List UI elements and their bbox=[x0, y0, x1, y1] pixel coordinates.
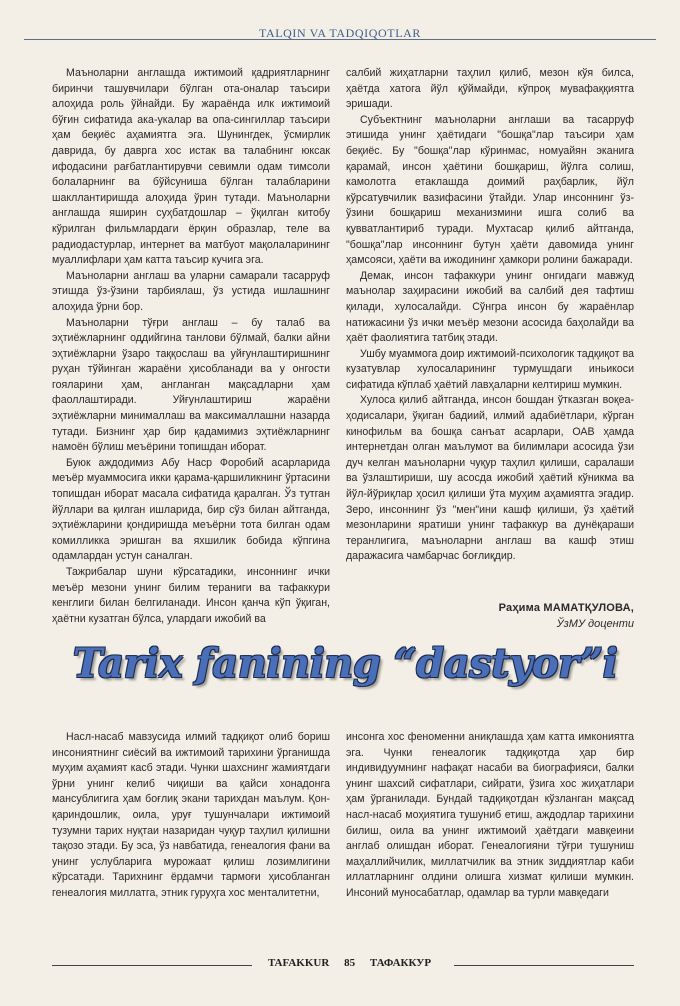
article1-column-right bbox=[346, 66, 634, 565]
footer-magazine-latin: TAFAKKUR bbox=[268, 957, 330, 969]
paragraph: Буюк аждодимиз Абу Наср Форобий асарларида меъёр муаммосига икки қарама-қаршиликнинг ўртасини топишдан иборат масала сифатида қаралган. Ўз тутган йўллари ва қилган ишларида, бир сўз билан айтганда, эҳтиёжларини қондиришда меъёрни тота билган одам комилликка эришган ва яхшилик бобида кўпгина одамлардан устун саналган. bbox=[52, 456, 330, 563]
author-first-name: Раҳима bbox=[498, 602, 541, 614]
footer-magazine-cyrillic: ТАФАККУР bbox=[369, 957, 432, 969]
paragraph: Демак, инсон тафаккури унинг онгидаги мавжуд маънолар заҳирасини ижобий ва салбий дея тафтиш қилади, хулосалайди. Сўнгра инсон бу жараёнлар натижасини ўз ички меъёр мезони асосида баҳолайди ва ҳаёт фаолиятига татбиқ этади. bbox=[346, 269, 634, 345]
paragraph: инсонга хос феноменни аниқлашда ҳам катта имкониятга эга. Чунки генеалогик тадқиқотда ҳар бир индивидуумнинг нафақат насаби ва биографияси, балки унинг шахсий сифатлари, сийрати, ўзига хос жиҳатлари ҳам ўрганилади. Бундай тадқиқотдан кўзланган мақсад насл-насаб моҳиятига тушуниб етиш, аждодлар тарихини билиш, оила ва унинг ижтимоий ҳаётдаги мавқеини англаб олишдан иборат. Генеалогияни тўғри тушуниш маҳаллийчилик, миллатчилик ва этник зиддиятлар каби иллатларнинг олдини олишга хизмат қилиши мумкин. Инсоний муносабатлар, одамлар ва турли мавқедаги bbox=[346, 731, 634, 899]
paragraph: Насл-насаб мавзусида илмий тадқиқот олиб бориш инсониятнинг сиёсий ва ижтимоий тарихини ўрганишда муҳим аҳамият касб этади. Чунки шахснинг жамиятдаги ўрни унинг келиб чиқиши ва қайси хонадонга мансублигига ҳам боғлиқ экани тарихдан маълум. Қон-қариндошлик, оила, уруғ тушунчалари ижтимоий тузумни тарих нуқтаи назаридан чуқур таҳлил қилишни тақозо этади. Бу эса, ўз навбатида, генеалогия фани ва унинг услубларига мурожаат қилиш лозимлигини кўрсатади. Тарихнинг ёрдамчи тармоғи ҳисобланган генеалогия миллатга, этник гуруҳга хос менталитетни, bbox=[52, 731, 330, 899]
paragraph: Хулоса қилиб айтганда, инсон бошдан ўтказган воқеа-ҳодисалари, ўқиган бадиий, илмий адабиётлари, кўрган кинофильм ва бошқа санъат асарлари, ОАВ ҳамда интернетдан олган маълумот ва билимлари асосида ўзи дуч келган маъноларни чуқур таҳлил қилиши, саралаши ва ўзлаштириши, шу асосда ижобий ҳаётий кўникма ва йўл-йўриқлар ҳосил қилиши ўта муҳим аҳамиятга эгадир. Зеро, инсоннинг ўз "мен"ини кашф қилиши, ўз ҳаётий мезонларини яратиши унинг тафаккур ва дунёқараши теранлигига, маъноларни англаш ва кашф этиш даражасига чамбарчас боғлиқдир. bbox=[346, 394, 634, 563]
paragraph: Ушбу муаммога доир ижтимоий-психологик тадқиқот ва кузатувлар хулосаларининг турмушдаги иньикоси сифатида кўплаб ҳаётий лавҳаларни келтириш мумкин. bbox=[346, 347, 634, 391]
paragraph: Маъноларни англаш ва уларни самарали тасарруф этишда ўз-ўзини тарбиялаш, ўз устида ишлашнинг алоҳида ўрни бор. bbox=[52, 269, 330, 313]
author-title: ЎзМУ доценти bbox=[556, 618, 634, 630]
article1-column-left bbox=[52, 66, 330, 627]
page-header bbox=[24, 22, 656, 40]
article2-title: Tarix fanining “dastyor”i bbox=[72, 640, 618, 687]
article2-column-right bbox=[346, 730, 634, 902]
author-signature bbox=[346, 602, 634, 630]
footer-text bbox=[262, 957, 437, 969]
section-title: TALQIN VA TADQIQOTLAR bbox=[258, 26, 421, 40]
footer-rule-right bbox=[454, 965, 634, 966]
paragraph: салбий жиҳатларни таҳлил қилиб, мезон кўя билса, ҳаётда хатога йўл қўймайди, кўпроқ мувафаққиятга эришади. bbox=[346, 67, 634, 111]
author-last-name: МАМАТҚУЛОВА, bbox=[543, 602, 634, 614]
page-footer bbox=[52, 957, 634, 973]
paragraph: Тажрибалар шуни кўрсатадики, инсоннинг ички меъёр мезони унинг билим тераниги ва тафаккури кенглиги билан белгиланади. Инсон қанча кўп ўқиган, ҳаётни кузатган бўлса, улардаги ижобий ва bbox=[52, 566, 330, 625]
article2-column-left bbox=[52, 730, 330, 902]
page-number: 85 bbox=[344, 957, 356, 969]
paragraph: Субъектнинг маъноларни англаши ва тасарруф этишида унинг ҳаётидаги "бошқа"лар таъсири ҳам беқиёс. Бу "бошқа"лар кўринмас, номуайян эканига қарамай, инсон ҳаётини бошқариш, йўлга солиш, камолотга етаклашда доимий раҳбарлик, йўл кўрсатувчилик вазифасини ўтайди. Улар инсоннинг ўз-ўзини бошқариш механизмини ишга солиб ва қувватлантириб туради. Мухтасар қилиб айтганда, "бошқа"лар инсоннинг бутун ҳаёти давомида унинг ҳамсояси, ҳаёти ва ижодининг ҳамкори ролини бажаради. bbox=[346, 113, 634, 267]
paragraph: Маъноларни тўғри англаш – бу талаб ва эҳтиёжларнинг оддийгина танлови бўлмай, балки айни эҳтиёжларни ўзаро таққослаш ва уйғунлаштиришнинг руҳан тўйинган жараёни ҳисобланади ва у онгости гояларини ҳам, англанган мақсадларни ҳам фаоллаштиради. Уйғунлаштириш жараёни эҳтиёжларни минималлаш ва максималлашни назарда тутади. Бизнинг ҳар бир қадамимиз эҳтиёжларнинг намоён бўлиш меъёрини топишдан иборат. bbox=[52, 316, 330, 454]
paragraph: Маъноларни англашда ижтимоий қадриятларнинг биринчи ташувчилари бўлган ота-оналар таъсири алоҳида роль ўйнайди. Бу жараёнда илк ижтимоий бўғин сифатида ака-укалар ва опа-сингиллар таъсири ҳам беқиёс аҳамиятга эга. Шунингдек, ўсмирлик даврида, бу даврга хос истак ва талабнинг юксак ифодасини рағбатлантирувчи севимли одам тимсоли болаларнинг ва бўйсуниша бўлган талабларини шакллантиришда алоҳида ўрин тутади. Маъноларни англашда яширин суҳбатдошлар – ўқилган китобу кўрилган фильмлардаги ёрқин образлар, теле ва радиодастурлар, интернет ва матбуот мақолаларининг муаллифлари ҳам катта таъсир кучига эга. bbox=[52, 67, 330, 267]
footer-rule-left bbox=[52, 965, 252, 966]
author-name bbox=[346, 602, 634, 614]
